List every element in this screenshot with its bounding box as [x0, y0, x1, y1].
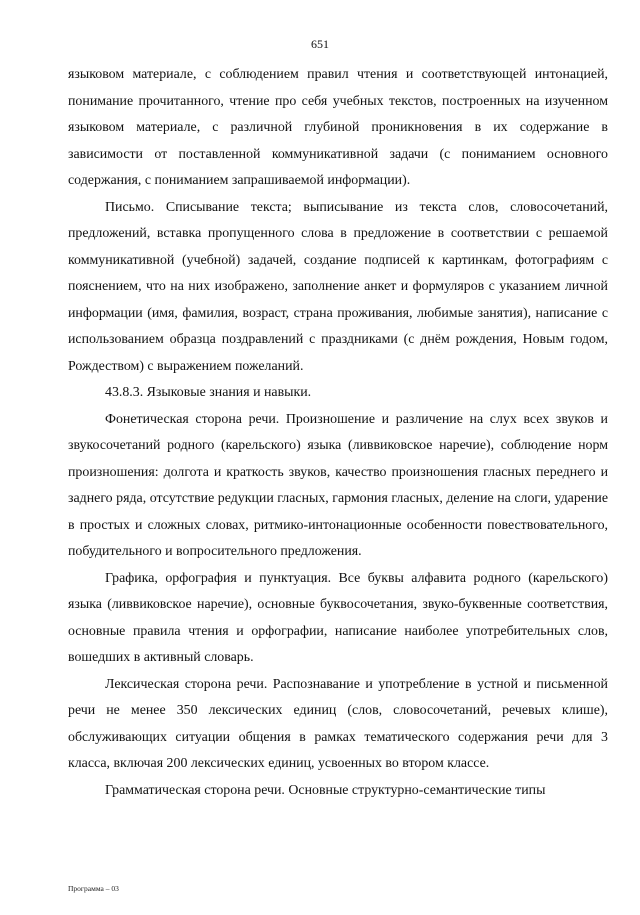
paragraph-writing: Письмо. Списывание текста; выписывание из текста слов, словосочетаний, предложений, вставка пропущенного слова в предложение в соответствии с решаемой коммуникативной (учебной) задачей, создание подписей к картинкам, фотографиям с пояснением, что на них изображено, заполнение анкет и формуляров с указанием личной информации (имя, фамилия, возраст, страна проживания, любимые занятия), написание с использованием образца поздравлений с праздниками (с днём рождения, Новым годом, Рождеством) с выражением пожеланий.	[68, 199, 608, 374]
paragraph-phonetics: Фонетическая сторона речи. Произношение и различение на слух всех звуков и звукосочетаний родного (карельского) языка (ливвиковское наречие), соблюдение норм произношения: долгота и краткость звуков, качество произношения гласных переднего и заднего ряда, отсутствие редукции гласных, гармония гласных, деление на слоги, ударение в простых и сложных словах, ритмико-интонационные особенности повествовательного, побудительного и вопросительного предложения.	[68, 411, 608, 559]
footer-label: Программа – 03	[68, 884, 119, 893]
paragraph-grammar: Грамматическая сторона речи. Основные структурно-семантические типы	[105, 782, 546, 798]
paragraph-reading-continuation: языковом материале, с соблюдением правил чтения и соответствующей интонацией, понимание прочитанного, чтение про себя учебных текстов, построенных на изученном языковом материале, с различной глубиной проникновения в их содержание в зависимости от поставленной коммуникативной задачи (с пониманием основного содержания, с пониманием запрашиваемой информации).	[68, 67, 608, 188]
section-heading-language-skills: 43.8.3. Языковые знания и навыки.	[105, 385, 312, 400]
paragraph-graphics-orthography: Графика, орфография и пунктуация. Все буквы алфавита родного (карельского) языка (ливвиковское наречие), основные буквосочетания, звуко-буквенные соответствия, основные правила чтения и орфографии, написание наиболее употребительных слов, вошедших в активный словарь.	[68, 570, 608, 665]
paragraph-lexical: Лексическая сторона речи. Распознавание и употребление в устной и письменной речи не менее 350 лексических единиц (слов, словосочетаний, речевых клише), обслуживающих ситуации общения в рамках тематического содержания речи для 3 класса, включая 200 лексических единиц, усвоенных во втором классе.	[68, 676, 608, 771]
page-number: 651	[311, 37, 329, 51]
document-body	[68, 62, 608, 804]
